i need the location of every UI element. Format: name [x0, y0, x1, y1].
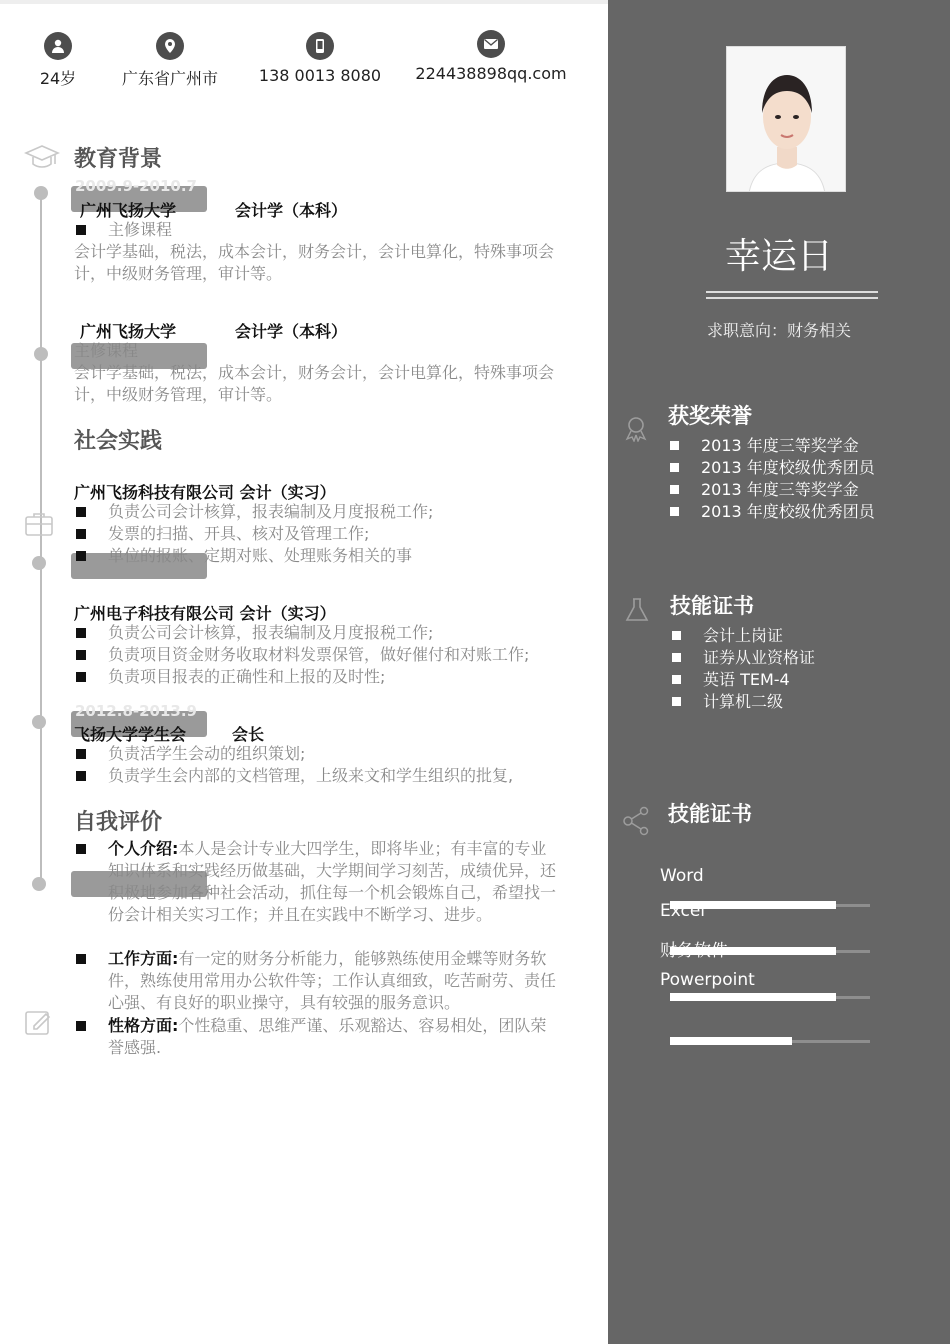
timeline-dot — [32, 556, 46, 570]
skill-label: 财务软件 — [660, 941, 728, 961]
edu-courses: 会计学基础，税法，成本会计，财务会计，会计电算化，特殊事项会计，中级财务管理，审计等。 — [74, 242, 555, 283]
timeline-dot — [34, 186, 48, 200]
cert-item: 英语 TEM-4 — [672, 667, 790, 690]
bullet — [76, 954, 86, 964]
self-character: 性格方面:个性稳重、思维严谨、乐观豁达、容易相处，团队荣誉感强. — [108, 1016, 547, 1057]
bullet — [76, 225, 86, 235]
edu-major: 会计学（本科） — [235, 322, 348, 341]
phone-value: 138 0013 8080 — [258, 66, 382, 85]
self-intro: 个人介绍:本人是会计专业大四学生，即将毕业；有丰富的专业知识体系和实践经历做基础，大学期间学习刻苦，成绩优异，还积极地参加各种社会活动，抓住每一个机会锻炼自己，希望找一份会计相关实习工作；并且在实践中不断学习、进步。 — [108, 839, 557, 924]
bullet — [672, 631, 681, 640]
skill-fill — [670, 993, 836, 1001]
duty-item: 单位的报账、定期对账、处理账务相关的事 — [76, 545, 412, 567]
self-title: 自我评价 — [74, 810, 163, 835]
briefcase-icon — [24, 510, 54, 542]
contact-location — [112, 32, 228, 89]
bullet — [670, 463, 679, 472]
duty-item: 发票的扫描、开具、核对及管理工作; — [76, 523, 369, 545]
share-icon — [622, 806, 650, 840]
contact-age — [26, 32, 90, 89]
name-divider — [706, 291, 878, 293]
education-title: 教育背景 — [74, 147, 163, 172]
bullet — [76, 551, 86, 561]
bullet — [672, 653, 681, 662]
edu-school: 广州飞扬大学 — [80, 322, 177, 341]
location-value: 广东省广州市 — [121, 69, 218, 88]
profile-name: 幸运日 — [724, 236, 833, 277]
certs-title: 技能证书 — [670, 594, 754, 618]
bullet — [76, 771, 86, 781]
award-item: 2013 年度三等奖学金 — [670, 477, 859, 500]
duty-item: 负责活学生会动的组织策划; — [76, 743, 305, 765]
skills-title: 技能证书 — [668, 802, 752, 826]
duty-item: 负责公司会计核算，报表编制及月度报税工作; — [76, 501, 433, 523]
contact-email — [412, 30, 570, 83]
medal-icon — [622, 414, 650, 446]
user-icon — [44, 32, 72, 60]
award-item: 2013 年度三等奖学金 — [670, 433, 859, 456]
mail-icon — [477, 30, 505, 58]
job-intent: 求职意向：财务相关 — [706, 321, 851, 340]
edu-school: 广州飞扬大学 — [80, 201, 177, 220]
bullet — [76, 672, 86, 682]
job-header: 广州飞扬科技有限公司 会计（实习） — [74, 483, 336, 502]
awards-title: 获奖荣誉 — [668, 404, 752, 428]
flask-icon — [624, 596, 650, 628]
skill-label: Word — [660, 866, 704, 886]
award-item: 2013 年度校级优秀团员 — [670, 499, 875, 522]
bullet — [670, 485, 679, 494]
graduation-cap-icon — [24, 142, 60, 178]
contact-phone — [256, 32, 384, 85]
self-work: 工作方面:有一定的财务分析能力，能够熟练使用金蝶等财务软件，熟练使用常用办公软件等；工作认真细致，吃苦耐劳、责任心强、有良好的职业操守，具有较强的服务意识。 — [108, 949, 557, 1012]
bullet — [672, 697, 681, 706]
timeline-dot — [34, 347, 48, 361]
phone-icon — [306, 32, 334, 60]
bullet — [76, 507, 86, 517]
location-pin-icon — [156, 32, 184, 60]
edit-icon — [24, 1008, 52, 1040]
bullet — [670, 441, 679, 450]
timeline-dot — [32, 877, 46, 891]
practice-title: 社会实践 — [74, 429, 163, 454]
skill-label: Powerpoint — [660, 970, 755, 990]
edu-courses: 会计学基础，税法，成本会计，财务会计，会计电算化，特殊事项会计，中级财务管理，审计等。 — [74, 363, 555, 404]
skill-track — [670, 1040, 870, 1043]
bullet — [76, 650, 86, 660]
bullet — [670, 507, 679, 516]
cert-item: 证券从业资格证 — [672, 645, 815, 668]
name-divider — [706, 297, 878, 299]
bullet — [672, 675, 681, 684]
edu-course-label: 主修课程 — [74, 341, 139, 360]
duty-item: 负责项目报表的正确性和上报的及时性; — [76, 666, 385, 688]
duty-item: 负责学生会内部的文档管理，上级来文和学生组织的批复, — [76, 765, 513, 787]
job-header: 广州电子科技有限公司 会计（实习） — [74, 604, 336, 623]
bullet — [76, 628, 86, 638]
edu-date: 2009.9-2010.7 — [75, 177, 197, 195]
timeline-dot — [32, 715, 46, 729]
skill-label: Excel — [660, 901, 706, 921]
duty-item: 负责项目资金财务收取材料发票保管，做好催付和对账工作; — [76, 644, 529, 666]
union-role: 会长 — [232, 725, 265, 744]
profile-photo — [726, 46, 846, 192]
skill-track — [670, 996, 870, 999]
age-value: 24岁 — [39, 69, 77, 88]
edu-major: 会计学（本科） — [235, 201, 348, 220]
bullet — [76, 1021, 86, 1031]
duty-item: 负责公司会计核算，报表编制及月度报税工作; — [76, 622, 433, 644]
bullet — [76, 529, 86, 539]
cert-item: 会计上岗证 — [672, 623, 783, 646]
cert-item: 计算机二级 — [672, 689, 783, 712]
edu-course-label: 主修课程 — [76, 219, 172, 241]
union-date: 2012.8-2013.9 — [75, 702, 197, 720]
bullet — [76, 844, 86, 854]
email-value: 224438898qq.com — [415, 64, 567, 83]
union-org: 飞扬大学学生会 — [74, 725, 187, 744]
skill-fill — [670, 1037, 792, 1045]
award-item: 2013 年度校级优秀团员 — [670, 455, 875, 478]
top-divider — [0, 0, 608, 4]
bullet — [76, 749, 86, 759]
